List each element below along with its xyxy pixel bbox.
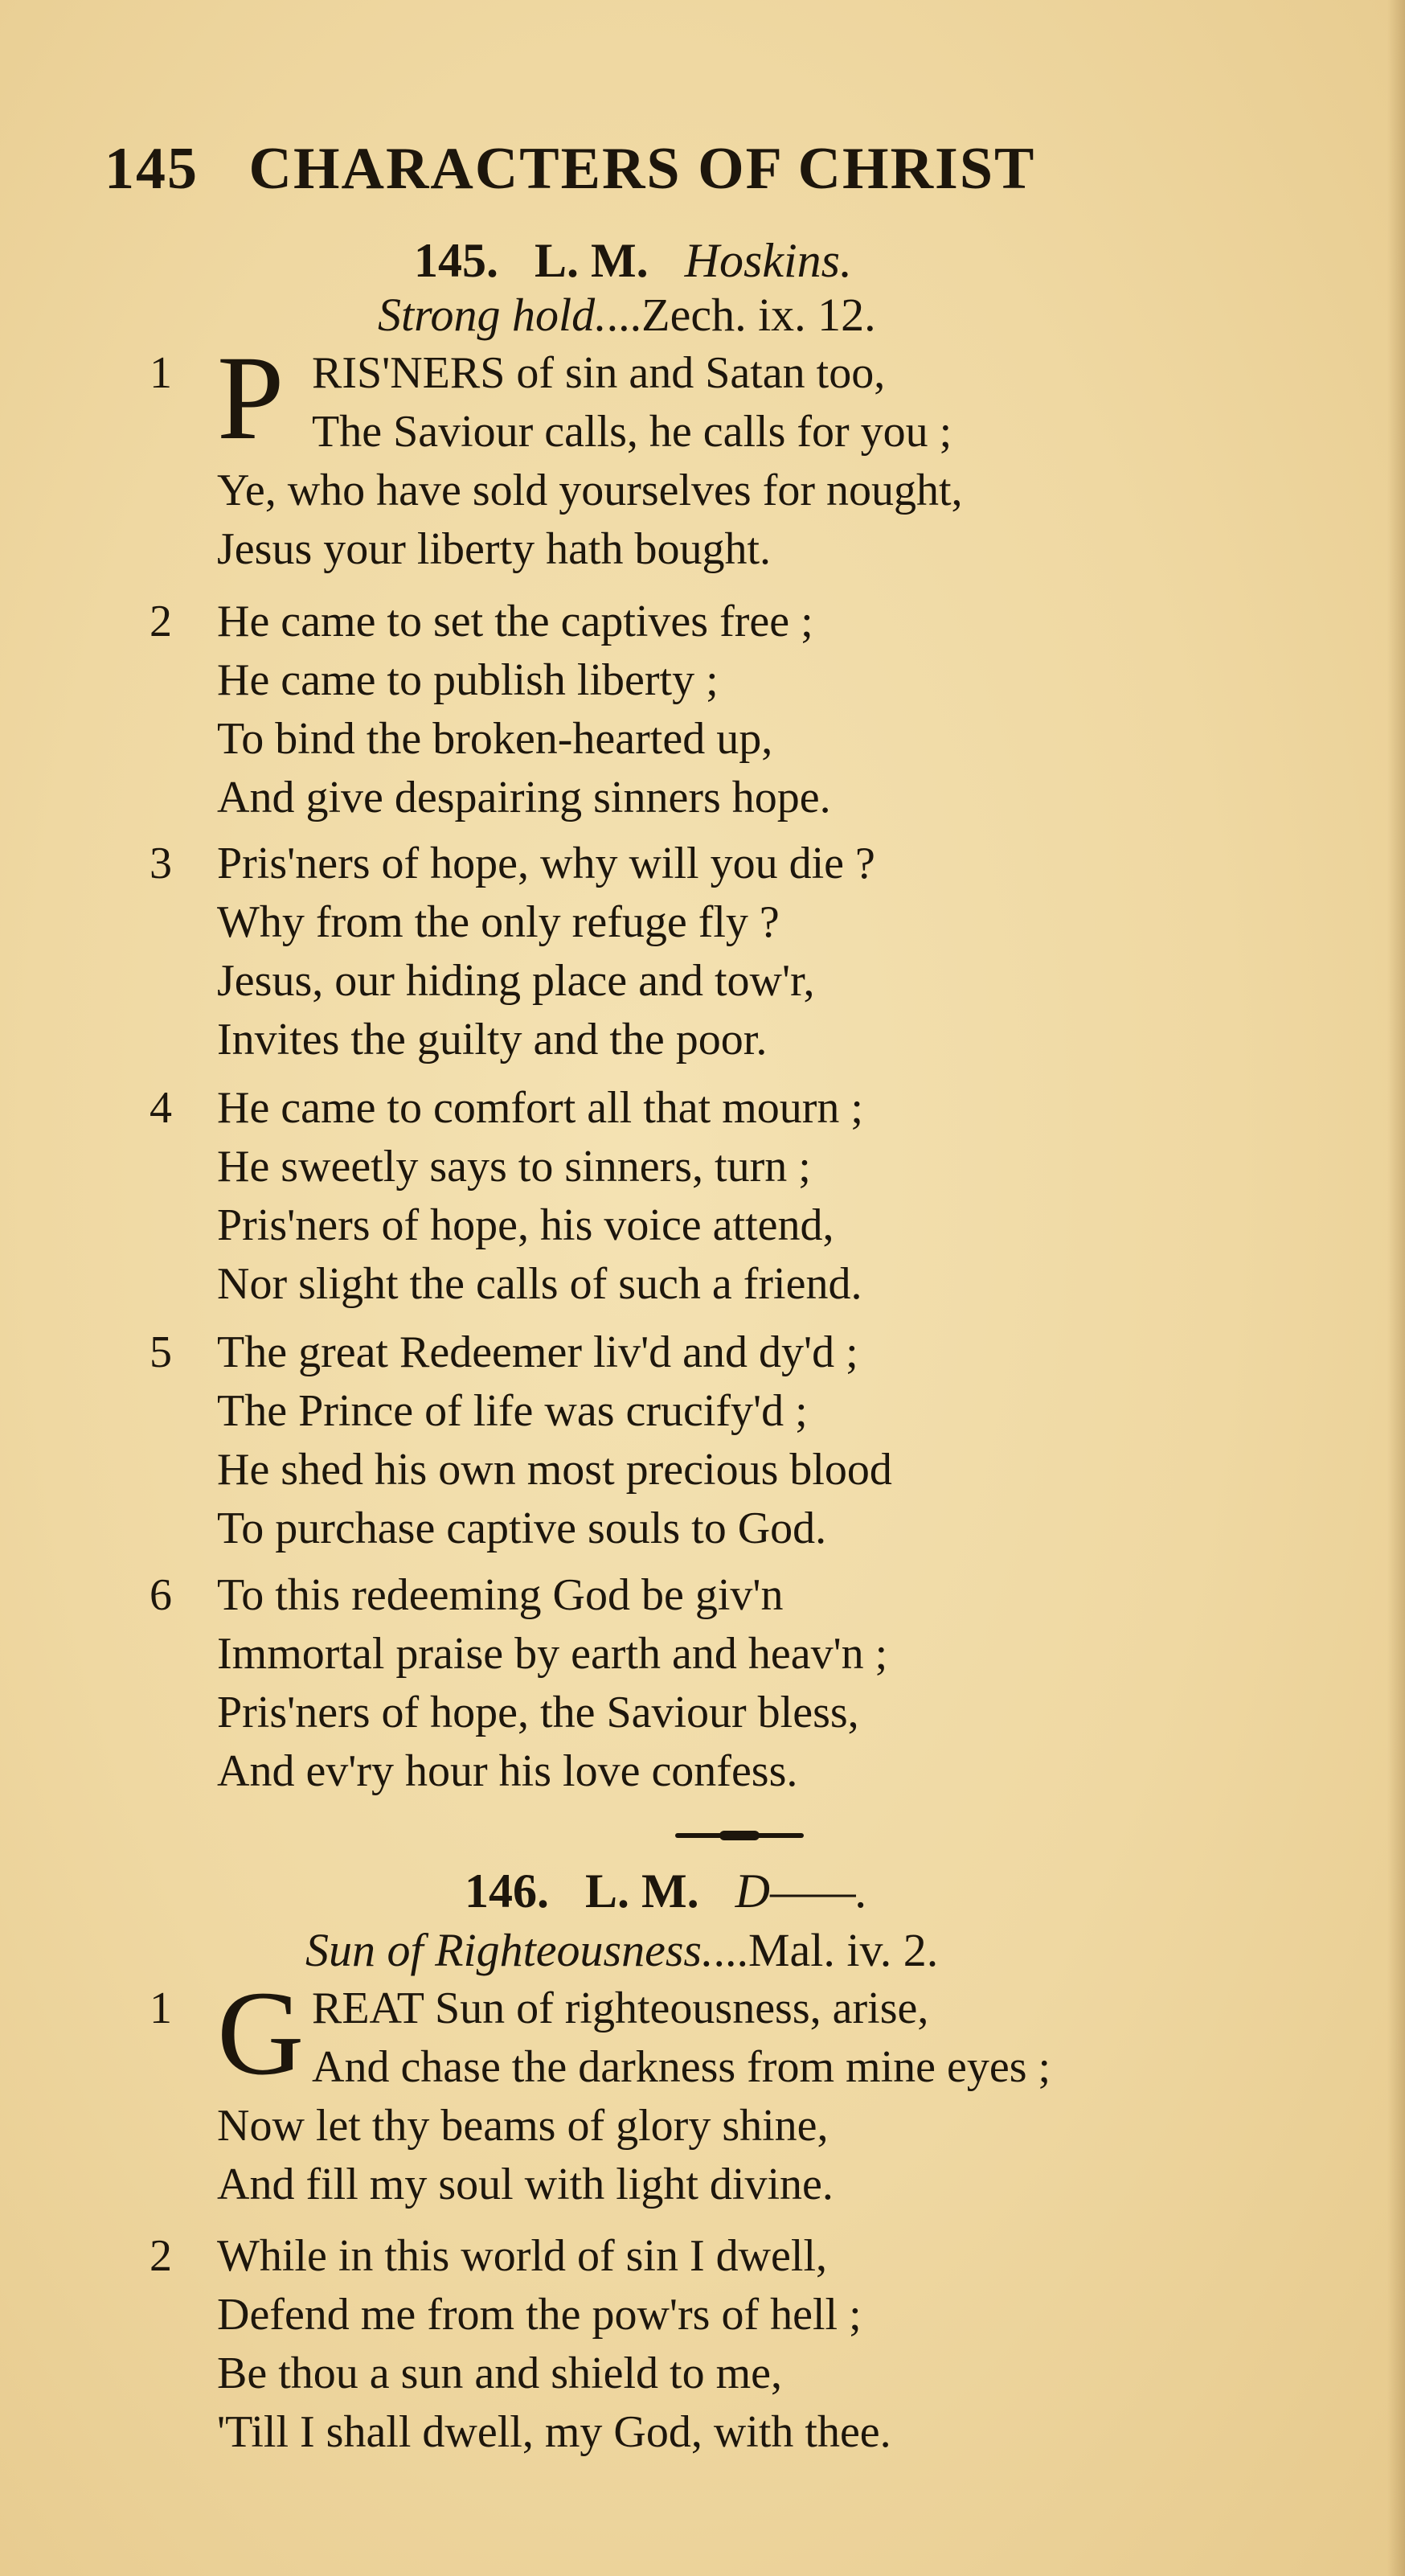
verse-line: And fill my soul with light divine. xyxy=(217,2160,834,2209)
hymn-scripture: ...Mal. iv. 2. xyxy=(713,1924,939,1976)
hymn-subject: Sun of Righteousness. xyxy=(305,1924,714,1976)
verse-number: 2 xyxy=(150,2231,172,2281)
verse-line: Nor slight the calls of such a friend. xyxy=(217,1259,862,1309)
verse-line: And give despairing sinners hope. xyxy=(217,773,831,822)
drop-cap: P xyxy=(217,331,285,465)
verse-line: REAT Sun of righteousness, arise, xyxy=(312,1983,929,2033)
verse-line: Jesus your liberty hath bought. xyxy=(217,524,772,574)
hymn-reference xyxy=(305,1923,938,1977)
hymn-tune: Hoskins. xyxy=(684,234,852,287)
hymn-meter: L. M. xyxy=(585,1864,699,1918)
verse-number: 4 xyxy=(150,1083,172,1133)
verse-number: 3 xyxy=(150,839,172,888)
verse-number: 5 xyxy=(150,1327,172,1377)
verse-line: And chase the darkness from mine eyes ; xyxy=(312,2042,1051,2092)
verse-line: The Prince of life was crucify'd ; xyxy=(217,1386,808,1436)
verse-number: 1 xyxy=(150,1983,172,2033)
verse-line: RIS'NERS of sin and Satan too, xyxy=(312,348,886,398)
verse-line: While in this world of sin I dwell, xyxy=(217,2231,828,2281)
hymn-subject: Strong hold. xyxy=(378,289,607,341)
page-edge-shadow xyxy=(1387,0,1405,2576)
verse xyxy=(150,1079,1374,1314)
verse-line: Now let thy beams of glory shine, xyxy=(217,2101,829,2151)
verse xyxy=(150,1323,1374,1558)
verse-line: The great Redeemer liv'd and dy'd ; xyxy=(217,1327,858,1377)
verse-line: He sweetly says to sinners, turn ; xyxy=(217,1142,811,1192)
verse xyxy=(150,835,1374,1069)
verse-line: He came to comfort all that mourn ; xyxy=(217,1083,863,1133)
running-header xyxy=(104,135,1035,203)
hymn-number: 145. xyxy=(414,234,498,287)
hymn-number: 146. xyxy=(465,1864,549,1918)
hymn-reference xyxy=(378,288,876,342)
hymn-heading xyxy=(414,233,852,289)
verse-line: Pris'ners of hope, his voice attend, xyxy=(217,1200,834,1250)
drop-cap: G xyxy=(217,1967,305,2100)
verse-line: To bind the broken-hearted up, xyxy=(217,714,773,764)
verse-line: To this redeeming God be giv'n xyxy=(217,1570,784,1620)
verse-line: Pris'ners of hope, why will you die ? xyxy=(217,839,875,888)
verse-number: 2 xyxy=(150,597,172,646)
verse-line: Be thou a sun and shield to me, xyxy=(217,2348,783,2398)
verse-line: To purchase captive souls to God. xyxy=(217,1503,827,1553)
verse-line: Invites the guilty and the poor. xyxy=(217,1015,768,1064)
hymn-tune: D——. xyxy=(735,1864,868,1918)
verse xyxy=(150,2227,1374,2462)
verse-line: Defend me from the pow'rs of hell ; xyxy=(217,2290,862,2340)
verse-line: Why from the only refuge fly ? xyxy=(217,897,780,947)
verse-number: 6 xyxy=(150,1570,172,1620)
verse-line: Ye, who have sold yourselves for nought, xyxy=(217,466,963,515)
verse-line: The Saviour calls, he calls for you ; xyxy=(312,407,952,457)
verse-number: 1 xyxy=(150,348,172,398)
verse xyxy=(150,331,1374,579)
verse-line: He came to set the captives free ; xyxy=(217,597,813,646)
verse-line: He came to publish liberty ; xyxy=(217,655,719,705)
running-title: CHARACTERS OF CHRIST xyxy=(248,136,1036,202)
verse-line: Pris'ners of hope, the Saviour bless, xyxy=(217,1688,859,1737)
section-divider xyxy=(675,1833,804,1838)
verse xyxy=(150,1566,1374,1801)
verse-line: He shed his own most precious blood xyxy=(217,1445,892,1495)
verse-line: Jesus, our hiding place and tow'r, xyxy=(217,956,815,1006)
page-number: 145 xyxy=(104,136,199,202)
verse-line: And ev'ry hour his love confess. xyxy=(217,1746,798,1796)
verse-line: 'Till I shall dwell, my God, with thee. xyxy=(217,2407,891,2457)
verse xyxy=(150,1967,1374,2214)
verse xyxy=(150,593,1374,827)
hymn-scripture: ...Zech. ix. 12. xyxy=(606,289,876,341)
verse-line: Immortal praise by earth and heav'n ; xyxy=(217,1629,888,1679)
hymn-heading xyxy=(465,1864,868,1919)
hymn-meter: L. M. xyxy=(535,234,649,287)
